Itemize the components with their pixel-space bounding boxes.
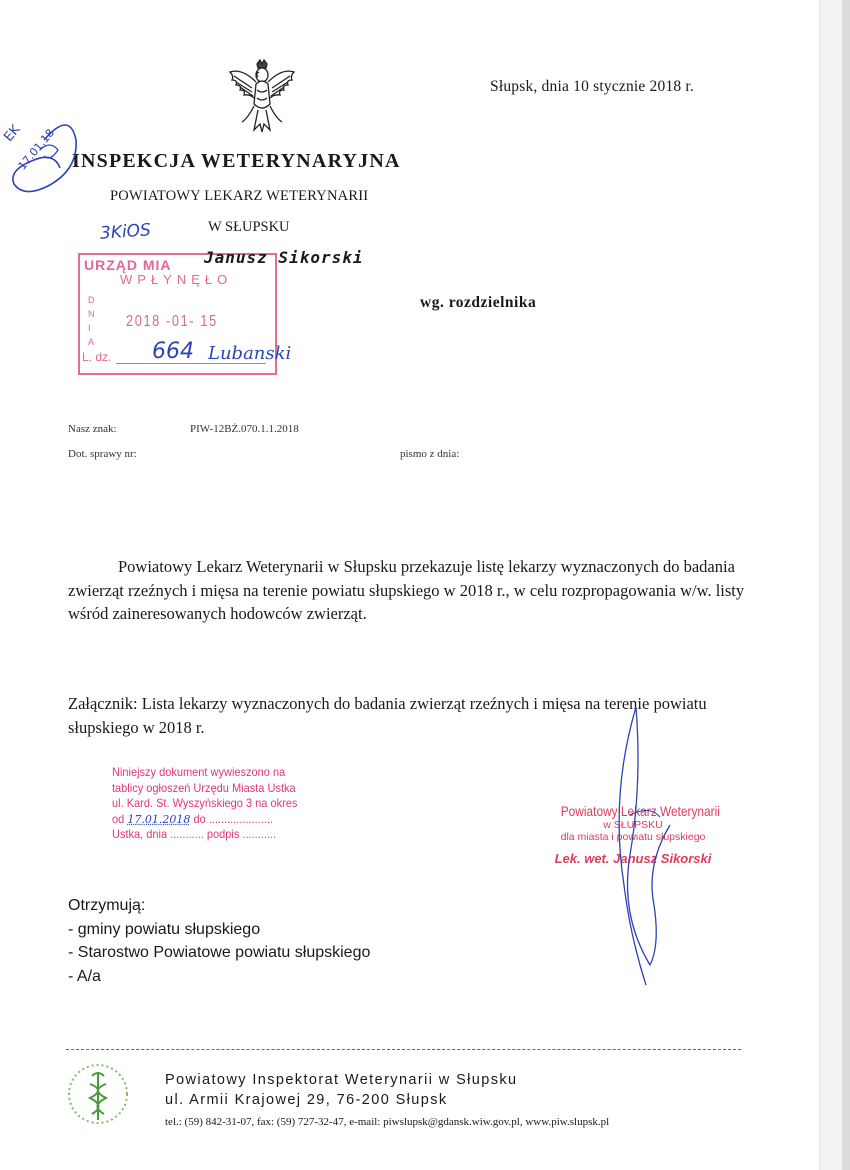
org-location: W SŁUPSKU <box>208 219 290 235</box>
received-stamp-dnia: D N I A <box>88 295 95 347</box>
case-label: Dot. sprawy nr: <box>68 448 137 460</box>
footer-address: ul. Armii Krajowej 29, 76-200 Słupsk <box>165 1092 448 1108</box>
handwritten-note: 3KiOS <box>99 220 152 244</box>
signature-stroke <box>590 705 700 995</box>
recipient: wg. rozdzielnika <box>420 294 537 311</box>
letter-date: Słupsk, dnia 10 stycznie 2018 r. <box>490 78 695 95</box>
corner-initials: EK <box>1 122 24 145</box>
recipients-list <box>68 894 370 988</box>
received-handwriting: Lubanski <box>208 343 292 364</box>
org-name: INSPEKCJA WETERYNARYJNA <box>72 150 401 172</box>
footer-contact: tel.: (59) 842-31-07, fax: (59) 727-32-47, e-mail: piwslupsk@gdansk.wiw.gov.pl, www.piw.slupsk.pl <box>165 1116 610 1128</box>
signer-name: Janusz Sikorski <box>204 248 364 267</box>
footer-divider <box>66 1049 741 1050</box>
corner-handwritten-initials <box>0 100 90 200</box>
received-stamp-ldz: L. dz. <box>82 350 112 364</box>
recipients-heading: Otrzymują: <box>68 897 146 914</box>
veterinary-caduceus-icon <box>66 1062 130 1126</box>
notice-stamp: Niniejszy dokument wywieszono na tablicy ogłoszeń Urzędu Miasta Ustka ul. Kard. St. Wyszyńskiego 3 na okres od 17.01.2018 do ..................... Ustka, dnia ........... podpis ........... <box>112 766 298 841</box>
attachment-note: Załącznik: Lista lekarzy wyznaczonych do badania zwierząt rzeźnych i mięsa na terenie powiatu słupskiego w 2018 r. <box>68 694 707 737</box>
recipient-item: - A/a <box>68 967 101 985</box>
received-stamp-office: URZĄD MIA <box>84 257 172 273</box>
letter-date-label: pismo z dnia: <box>400 448 460 460</box>
received-stamp-date: 2018 -01- 15 <box>126 313 218 330</box>
scan-edge-shadow <box>842 0 850 1170</box>
footer-org: Powiatowy Inspektorat Weterynarii w Słupsku <box>165 1072 518 1088</box>
signature-stamp: Powiatowy Lekarz Weterynarii w SŁUPSKU dla miasta i powiatu słupskiego Lek. wet. Janusz Sikorski <box>554 803 720 866</box>
corner-date: 17.01.18 <box>15 126 58 173</box>
polish-eagle-icon <box>224 58 300 138</box>
received-stamp-word: WPŁYNĘŁO <box>120 272 233 287</box>
recipient-item: - gminy powiatu słupskiego <box>68 920 261 938</box>
ref-label: Nasz znak: <box>68 423 117 435</box>
received-stamp <box>78 253 292 375</box>
notice-date: 17.01.2018 <box>127 811 191 826</box>
received-number: 664 <box>152 339 194 364</box>
ref-value: PIW-12BŻ.070.1.1.2018 <box>190 423 299 435</box>
recipient-item: - Starostwo Powiatowe powiatu słupskiego <box>68 944 371 961</box>
body-paragraph: Powiatowy Lekarz Weterynarii w Słupsku przekazuje listę lekarzy wyznaczonych do badania zwierząt rzeźnych i mięsa na terenie powiatu słupskiego w 2018 r., w celu rozpropagowania w/w. listy wśród zaineresowanych hodowców zwierząt. <box>68 557 745 623</box>
org-subtitle: POWIATOWY LEKARZ WETERYNARII <box>110 188 369 204</box>
